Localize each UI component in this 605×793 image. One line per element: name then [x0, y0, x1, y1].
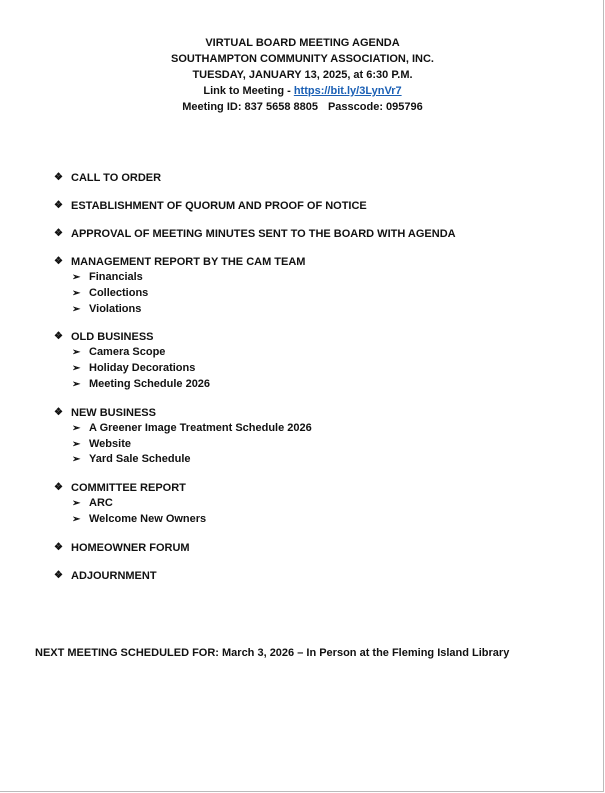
four-diamond-bullet-icon: ❖	[54, 200, 63, 211]
arrowhead-bullet-icon: ➢	[72, 287, 81, 299]
agenda-subitem-list	[72, 421, 574, 468]
agenda-subitem	[72, 437, 574, 453]
meeting-passcode: Passcode: 095796	[327, 101, 423, 113]
agenda-header	[0, 35, 605, 115]
agenda-item-row	[54, 480, 574, 496]
agenda-subitem-label: Collections	[89, 286, 149, 299]
agenda-item	[54, 480, 574, 528]
next-meeting-note: NEXT MEETING SCHEDULED FOR: March 3, 2026 – In Person at the Fleming Island Library	[35, 647, 510, 659]
arrowhead-bullet-icon: ➢	[72, 422, 81, 434]
agenda-subitem	[72, 421, 574, 437]
agenda-item	[54, 170, 574, 186]
agenda-subitem-label: Welcome New Owners	[89, 512, 207, 525]
agenda-item-row	[54, 568, 574, 584]
four-diamond-bullet-icon: ❖	[54, 256, 63, 267]
agenda-subitem-label: A Greener Image Treatment Schedule 2026	[89, 421, 312, 434]
agenda-item	[54, 540, 574, 556]
agenda-item-row	[54, 170, 574, 186]
meeting-id: Meeting ID: 837 5658 8805	[182, 101, 318, 113]
four-diamond-bullet-icon: ❖	[54, 482, 63, 494]
agenda-item-row	[54, 226, 574, 242]
arrowhead-bullet-icon: ➢	[72, 303, 81, 315]
agenda-item	[54, 329, 574, 392]
agenda-subitem-list	[72, 345, 574, 392]
agenda-list	[54, 170, 574, 596]
agenda-item-row	[54, 540, 574, 556]
meeting-link[interactable]: https://bit.ly/3LynVr7	[293, 85, 402, 97]
meeting-link-line	[0, 83, 605, 99]
agenda-subitem	[72, 302, 574, 318]
arrowhead-bullet-icon: ➢	[72, 438, 81, 450]
arrowhead-bullet-icon: ➢	[72, 378, 81, 390]
four-diamond-bullet-icon: ❖	[54, 228, 63, 239]
agenda-item-row	[54, 254, 574, 270]
agenda-item-label: NEW BUSINESS	[71, 406, 156, 419]
agenda-item-label: CALL TO ORDER	[71, 172, 162, 184]
agenda-subitem-label: Violations	[89, 302, 142, 315]
agenda-item-label: COMMITTEE REPORT	[71, 482, 186, 495]
arrowhead-bullet-icon: ➢	[72, 272, 81, 283]
organization-name: SOUTHAMPTON COMMUNITY ASSOCIATION, INC.	[171, 53, 434, 65]
agenda-subitem	[72, 345, 574, 361]
agenda-subitem	[72, 377, 574, 393]
four-diamond-bullet-icon: ❖	[54, 569, 63, 581]
agenda-subitem	[72, 512, 574, 528]
agenda-subitem	[72, 496, 574, 512]
agenda-subitem-label: Holiday Decorations	[89, 362, 196, 375]
four-diamond-bullet-icon: ❖	[54, 406, 63, 418]
agenda-subitem-list	[72, 270, 574, 317]
agenda-subitem-label: Meeting Schedule 2026	[89, 377, 211, 390]
agenda-subitem-label: ARC	[89, 497, 113, 510]
agenda-item	[54, 198, 574, 214]
four-diamond-bullet-icon: ❖	[54, 172, 63, 183]
agenda-item	[54, 568, 574, 584]
agenda-subitem-label: Camera Scope	[89, 346, 166, 359]
agenda-subitem	[72, 452, 574, 468]
four-diamond-bullet-icon: ❖	[54, 331, 63, 343]
agenda-item-label: HOMEOWNER FORUM	[71, 541, 190, 554]
four-diamond-bullet-icon: ❖	[54, 541, 63, 553]
agenda-subitem-label: Yard Sale Schedule	[89, 453, 191, 466]
agenda-item-label: ESTABLISHMENT OF QUORUM AND PROOF OF NOTICE	[71, 200, 367, 212]
agenda-item	[54, 254, 574, 317]
agenda-item-label: ADJOURNMENT	[71, 569, 157, 582]
arrowhead-bullet-icon: ➢	[72, 363, 81, 375]
agenda-item-row	[54, 405, 574, 421]
agenda-item	[54, 226, 574, 242]
agenda-item-label: OLD BUSINESS	[71, 331, 154, 344]
arrowhead-bullet-icon: ➢	[72, 513, 81, 525]
arrowhead-bullet-icon: ➢	[72, 498, 81, 510]
agenda-subitem-label: Website	[89, 437, 131, 450]
agenda-item-row	[54, 198, 574, 214]
agenda-item-label: MANAGEMENT REPORT BY THE CAM TEAM	[71, 256, 306, 268]
agenda-subitem	[72, 270, 574, 286]
arrowhead-bullet-icon: ➢	[72, 454, 81, 466]
agenda-title: VIRTUAL BOARD MEETING AGENDA	[205, 37, 400, 49]
agenda-subitem	[72, 361, 574, 377]
arrowhead-bullet-icon: ➢	[72, 347, 81, 359]
agenda-item	[54, 405, 574, 468]
agenda-item-row	[54, 329, 574, 345]
meeting-datetime: TUESDAY, JANUARY 13, 2025, at 6:30 P.M.	[192, 69, 413, 81]
agenda-subitem-label: Financials	[89, 271, 143, 283]
agenda-item-label: APPROVAL OF MEETING MINUTES SENT TO THE BOARD WITH AGENDA	[71, 228, 456, 240]
agenda-subitem-list	[72, 496, 574, 528]
meeting-credentials	[0, 99, 605, 115]
meeting-link-label: Link to Meeting -	[203, 85, 294, 97]
agenda-subitem	[72, 286, 574, 302]
